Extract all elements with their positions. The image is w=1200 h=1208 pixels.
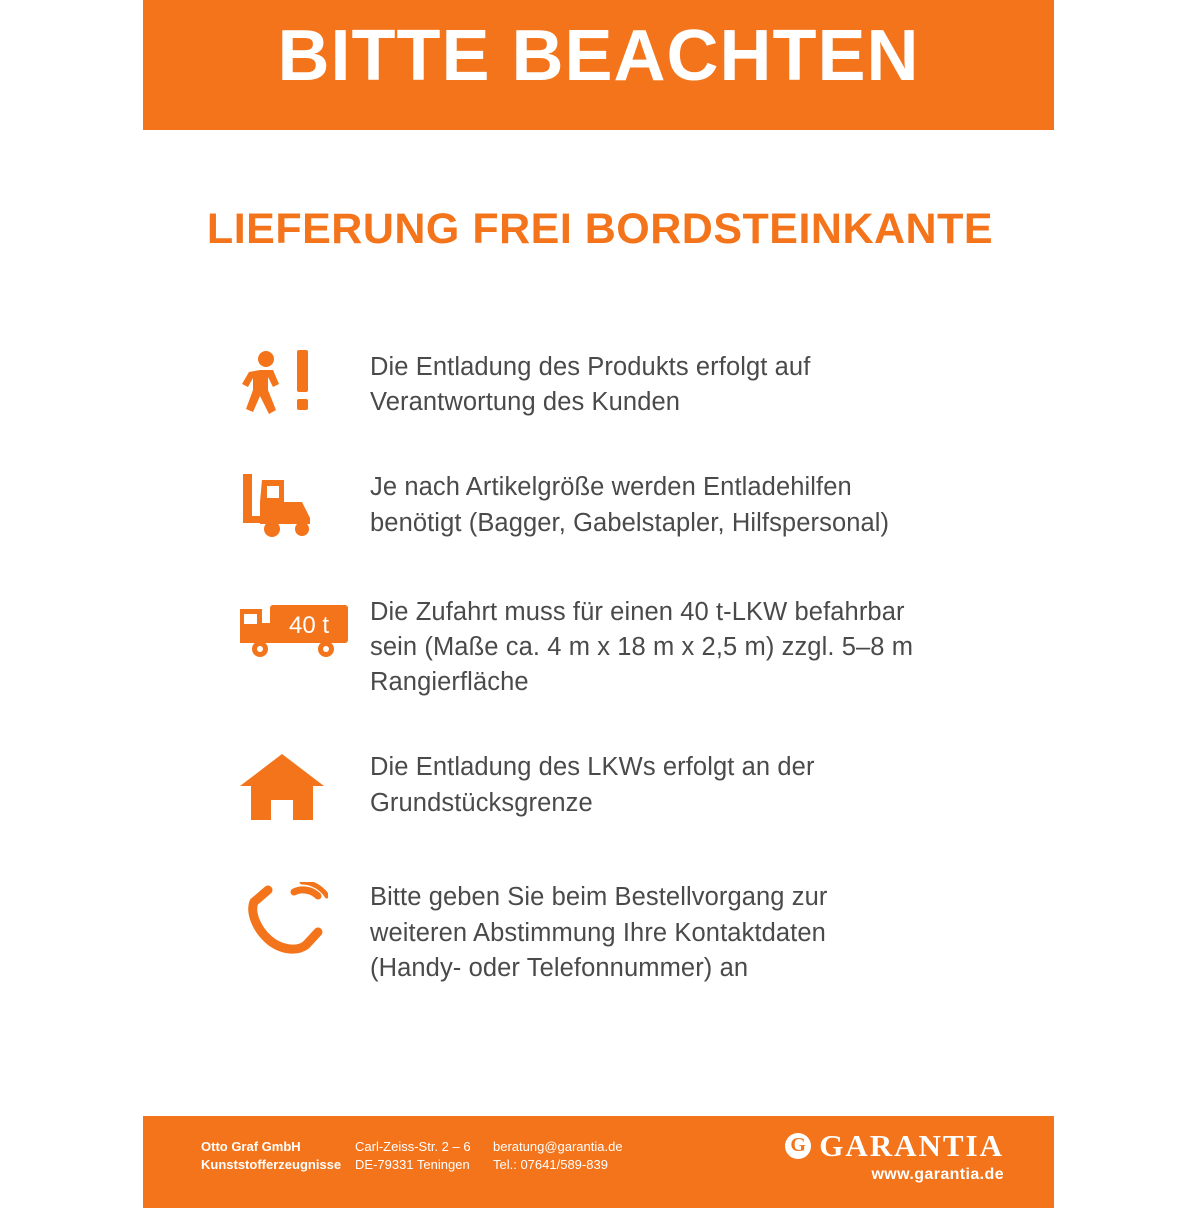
footer-phone: Tel.: 07641/589-839 (493, 1156, 608, 1172)
list-item-text (370, 468, 889, 540)
text-line: sein (Maße ca. 4 m x 18 m x 2,5 m) zzgl. 5–8 m (370, 632, 914, 661)
text-line: Die Zufahrt muss für einen 40 t-LKW befahrbar (370, 597, 905, 626)
header-banner (143, 0, 1054, 130)
list-item-text (370, 348, 810, 420)
footer-company-sub: Kunststofferzeugnisse (201, 1156, 342, 1172)
text-line: Die Entladung des LKWs erfolgt an der (370, 753, 815, 782)
house-icon (240, 748, 370, 824)
footer-company-name: Otto Graf GmbH (201, 1139, 301, 1154)
footer-address (355, 1138, 471, 1173)
forklift-icon (240, 468, 370, 538)
list-item (240, 348, 1030, 420)
text-line: Verantwortung des Kunden (370, 388, 681, 417)
list-item (240, 593, 1030, 701)
brand-name: GARANTIA (819, 1128, 1004, 1163)
list-item (240, 878, 1030, 986)
text-line: Je nach Artikelgröße werden Entladehilfen (370, 473, 852, 502)
footer-address-line1: Carl-Zeiss-Str. 2 – 6 (355, 1139, 471, 1154)
list-item-text (370, 748, 815, 820)
text-line: Bitte geben Sie beim Bestellvorgang zur (370, 883, 828, 912)
text-line: Die Entladung des Produkts erfolgt auf (370, 353, 811, 381)
list-item-text (370, 593, 913, 701)
list-item (240, 468, 1030, 540)
brand-url[interactable]: www.garantia.de (871, 1166, 1004, 1183)
text-line: Rangierfläche (370, 668, 529, 697)
pedestrian-warning-icon (240, 348, 370, 420)
text-line: benötigt (Bagger, Gabelstapler, Hilfspersonal) (370, 508, 890, 537)
phone-ringing-icon (240, 878, 370, 954)
footer-company (201, 1138, 341, 1173)
page-title: BITTE BEACHTEN (277, 16, 920, 96)
footer-contact (493, 1138, 623, 1173)
notice-list (240, 348, 1030, 1034)
truck-40t-icon (240, 593, 370, 659)
subtitle: LIEFERUNG FREI BORDSTEINKANTE (206, 205, 994, 253)
brand-logo (785, 1130, 1004, 1184)
truck-load-label: 40 t (288, 611, 330, 639)
list-item-text (370, 878, 828, 986)
list-item (240, 748, 1030, 824)
footer-email[interactable]: beratung@garantia.de (493, 1139, 623, 1154)
garantia-g-icon: G (785, 1133, 811, 1159)
text-line: (Handy- oder Telefonnummer) an (370, 953, 749, 982)
text-line: weiteren Abstimmung Ihre Kontaktdaten (370, 918, 826, 947)
text-line: Grundstücksgrenze (370, 788, 593, 817)
footer-bar (143, 1116, 1054, 1208)
footer-address-line2: DE-79331 Teningen (355, 1156, 470, 1172)
